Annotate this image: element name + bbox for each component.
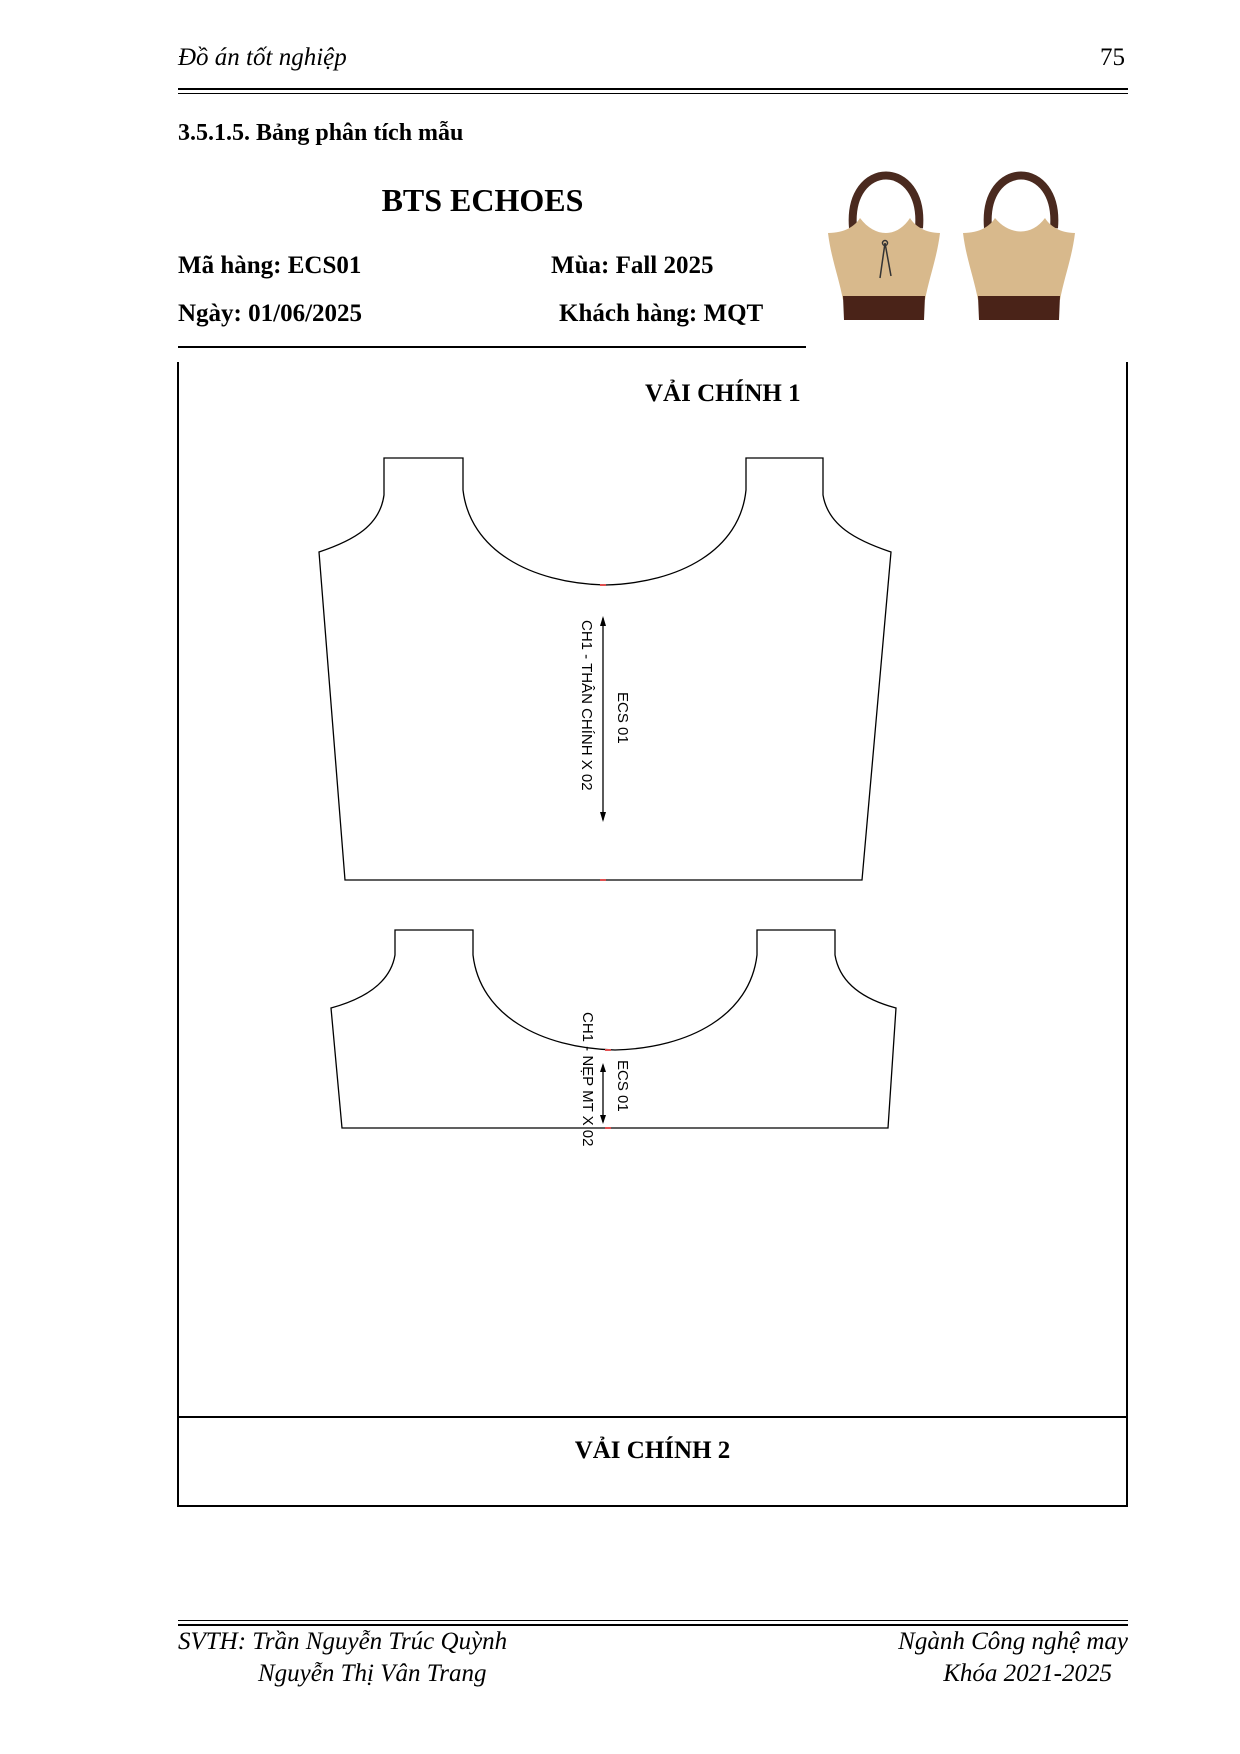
piece2-code: ECS 01 xyxy=(614,1060,631,1112)
footer-rule-bottom xyxy=(178,1624,1128,1626)
footer-students: SVTH: Trần Nguyễn Trúc Quỳnh xyxy=(178,1628,508,1655)
section-heading: 3.5.1.5. Bảng phân tích mẫu xyxy=(178,120,464,146)
header-rule-bottom xyxy=(178,93,1128,94)
page-number: 75 xyxy=(1100,44,1125,71)
bag-back-image xyxy=(963,176,1075,321)
bag-front-image xyxy=(828,176,940,321)
fabric2-title: VẢI CHÍNH 2 xyxy=(574,1437,731,1464)
bag-illustrations xyxy=(825,148,1095,323)
document-header-title: Đồ án tốt nghiệp xyxy=(178,44,347,71)
pattern-drawing xyxy=(300,440,920,1200)
footer-rule-top xyxy=(178,1620,1128,1621)
piece1-code: ECS 01 xyxy=(614,692,631,744)
footer-student2: Nguyễn Thị Vân Trang xyxy=(258,1660,487,1687)
pattern-piece-main-body xyxy=(319,458,891,880)
season: Mùa: Fall 2025 xyxy=(551,252,714,279)
date: Ngày: 01/06/2025 xyxy=(178,300,363,327)
header-rule-top xyxy=(178,88,1128,90)
product-name: BTS ECHOES xyxy=(381,182,584,218)
pattern-piece-facing xyxy=(331,930,896,1147)
fabric1-title: VẢI CHÍNH 1 xyxy=(645,380,801,407)
piece1-label: CH1 - THÂN CHÍNH X 02 xyxy=(578,620,595,791)
piece2-label: CH1 - NẸP MT X 02 xyxy=(579,1012,596,1147)
footer-major: Ngành Công nghệ may xyxy=(898,1628,1128,1655)
style-code: Mã hàng: ECS01 xyxy=(178,252,362,279)
meta-rule xyxy=(178,346,806,348)
customer: Khách hàng: MQT xyxy=(559,300,764,327)
footer-course: Khóa 2021-2025 xyxy=(943,1660,1112,1687)
